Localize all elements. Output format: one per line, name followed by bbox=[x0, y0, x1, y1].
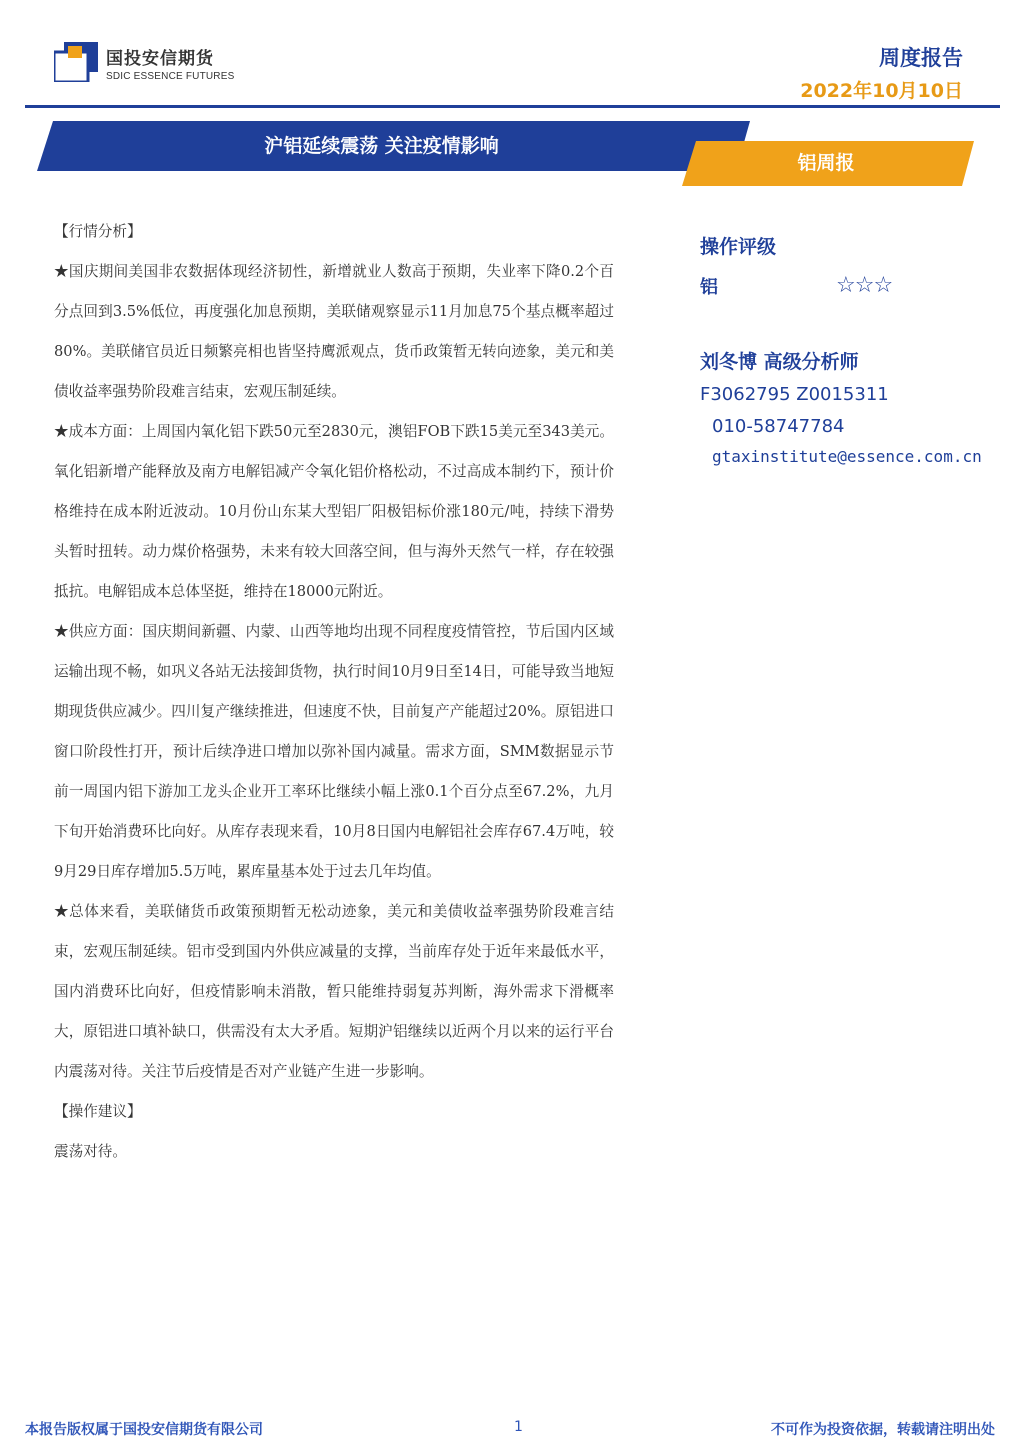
report-type: 周度报告 bbox=[879, 46, 963, 70]
company-name-cn: 国投安信期货 bbox=[106, 49, 214, 68]
paragraph-supply: ★供应方面：国庆期间新疆、内蒙、山西等地均出现不同程度疫情管控，节后国内区域运输出现不畅，如巩义各站无法接卸货物，执行时间10月9日至14日，可能导致当地短期现货供应减少。四川复产继续推进，但速度不快，目前复产产能超过20%。原铝进口窗口阶段性打开，预计后续净进口增加以弥补国内减量。需求方面，SMM数据显示节前一周国内铝下游加工龙头企业开工率环比继续小幅上涨0.1个百分点至67.2%，九月下旬开始消费环比向好。从库存表现来看，10月8日国内电解铝社会库存67.4万吨，较9月29日库存增加5.5万吨，累库量基本处于过去几年均值。 bbox=[54, 623, 614, 880]
footer-disclaimer: 不可作为投资依据，转载请注明出处 bbox=[771, 1422, 995, 1438]
advice-heading: 【操作建议】 bbox=[54, 1103, 142, 1120]
company-name-en: SDIC ESSENCE FUTURES bbox=[106, 71, 235, 82]
rating-row bbox=[700, 273, 1020, 297]
market-analysis-heading: 【行情分析】 bbox=[54, 223, 142, 240]
report-category: 铝周报 bbox=[797, 152, 855, 174]
paragraph-summary: ★总体来看，美联储货币政策预期暂无松动迹象，美元和美债收益率强势阶段难言结束，宏观压制延续。铝市受到国内外供应减量的支撑，当前库存处于近年来最低水平，国内消费环比向好，但疫情影响未消散，暂只能维持弱复苏判断，海外需求下滑概率大，原铝进口填补缺口，供需没有太大矛盾。短期沪铝继续以近两个月以来的运行平台内震荡对待。关注节后疫情是否对产业链产生进一步影响。 bbox=[54, 903, 614, 1080]
rating-stars-icon: ☆☆☆ bbox=[836, 273, 893, 298]
advice-text: 震荡对待。 bbox=[54, 1143, 127, 1160]
report-title: 沪铝延续震荡 关注疫情影响 bbox=[264, 135, 499, 157]
report-date: 2022年10月10日 bbox=[800, 80, 963, 102]
company-logo-text bbox=[106, 50, 234, 84]
page-number: 1 bbox=[514, 1419, 523, 1435]
market-analysis bbox=[54, 212, 614, 1172]
paragraph-cost: ★成本方面：上周国内氧化铝下跌50元至2830元，澳铝FOB下跌15美元至343美元。氧化铝新增产能释放及南方电解铝减产令氧化铝价格松动，不过高成本制约下，预计价格维持在成本附近波动。10月份山东某大型铝厂阳极铝标价涨180元/吨，持续下滑势头暂时扭转。动力煤价格强势，未来有较大回落空间，但与海外天然气一样，存在较强抵抗。电解铝成本总体坚挺，维持在18000元附近。 bbox=[54, 423, 614, 600]
header-divider bbox=[25, 105, 1000, 108]
analyst-phone: 010-58747784 bbox=[712, 416, 845, 437]
rating-heading: 操作评级 bbox=[700, 236, 777, 258]
footer-copyright: 本报告版权属于国投安信期货有限公司 bbox=[25, 1422, 263, 1438]
sidebar bbox=[700, 232, 1020, 466]
analyst-certificate: F3062795 Z0015311 bbox=[700, 384, 889, 405]
paragraph-macro: ★国庆期间美国非农数据体现经济韧性，新增就业人数高于预期，失业率下降0.2个百分点回到3.5%低位，再度强化加息预期，美联储观察显示11月加息75个基点概率超过80%。美联储官员近日频繁亮相也皆坚持鹰派观点，货币政策暂无转向迹象，美元和美债收益率强势阶段难言结束，宏观压制延续。 bbox=[54, 263, 614, 400]
company-logo-icon bbox=[54, 42, 98, 82]
rating-label: 铝 bbox=[700, 277, 718, 298]
analyst-email: gtaxinstitute@essence.com.cn bbox=[712, 447, 982, 466]
analyst-name: 刘冬博 高级分析师 bbox=[700, 351, 859, 373]
